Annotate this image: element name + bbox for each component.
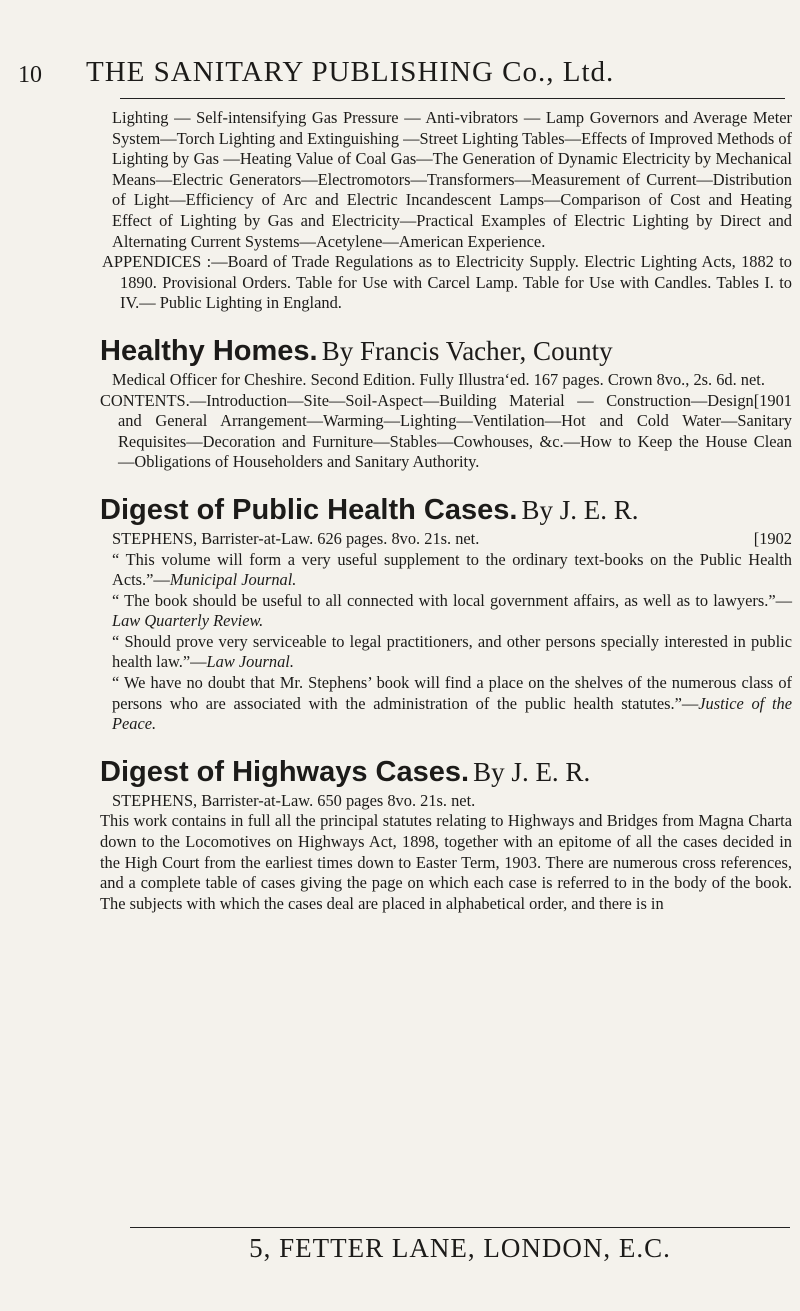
- review-quote: [112, 632, 792, 673]
- book-details: [112, 529, 792, 550]
- continued-contents: Lighting — Self-intensifying Gas Pressure — Anti-vibrators — Lamp Governors and Average Meter System—Torch Lighting and Extinguishing —Street Lighting Tables—Effects of Improved Methods of Lighting by Gas —Heating Value of Coal Gas—The Generation of Dynamic Electricity by Mechanical Means—Electric Generators—Electromotors—Transformers—Measurement of Current—Distribution of Light—Efficiency of Arc and Electric Incandescent Lamps—Comparison of Cost and Heating Effect of Lighting by Gas and Electricity—Practical Examples of Electric Lighting by Direct and Alternating Current Systems—Acetylene—American Experience.: [112, 108, 792, 251]
- quote-text: “ We have no doubt that Mr. Stephens’ book will find a place on the shelves of the numerous class of persons who are associated with the administration of the public health statutes.”—: [112, 673, 792, 713]
- page-content: [100, 108, 792, 914]
- quote-source: Justice of the Peace.: [112, 693, 792, 734]
- book-title: Digest of Public Health Cases.: [100, 493, 518, 526]
- publisher-address: 5, FETTER LANE, LONDON, E.C.: [249, 1233, 671, 1263]
- running-head: [18, 52, 788, 92]
- review-quote: [112, 550, 792, 591]
- quote-source: Municipal Journal.: [169, 570, 297, 590]
- quote-text: “ This volume will form a very useful supplement to the ordinary text-books on the Public Health Acts.”—: [112, 549, 792, 590]
- book-entry: [100, 334, 792, 473]
- review-quote: [112, 673, 792, 735]
- book-title: Healthy Homes.: [100, 334, 318, 367]
- book-author: By Francis Vacher, County: [321, 335, 613, 366]
- entry-heading: [100, 336, 792, 370]
- contents-list: CONTENTS.—Introduction—Site—Soil-Aspect—Building Material — Construction—Design and General Arrangement—Warming—Lighting—Ventilation—Hot and Cold Water—Sanitary Requisites—Decoration and Furniture—Stables—Cowhouses, &c.—How to Keep the House Clean —Obligations of Householders and Sanitary Authority.: [100, 390, 792, 472]
- details-text: STEPHENS, Barrister-at-Law. 626 pages. 8vo. 21s. net.: [112, 528, 480, 548]
- details-text: Medical Officer for Cheshire. Second Edition. Fully Illustra‘ed. 167 pages. Crown 8vo., 2s. 6d. net.: [112, 369, 765, 389]
- publication-date: [1902: [753, 528, 792, 548]
- quote-text: “ The book should be useful to all connected with local government affairs, as well as to lawyers.”—: [112, 590, 792, 610]
- quote-text: “ Should prove very serviceable to legal practitioners, and other persons specially interested in public health law.”—: [112, 631, 792, 672]
- book-entry: [100, 755, 792, 915]
- review-quote: [112, 591, 792, 632]
- page-number: 10: [18, 62, 42, 88]
- book-author: By J. E. R.: [473, 756, 591, 787]
- book-author: By J. E. R.: [521, 494, 639, 525]
- book-entry: [100, 493, 792, 735]
- book-details: STEPHENS, Barrister-at-Law. 650 pages 8vo. 21s. net.: [112, 790, 476, 810]
- footer-rule: [130, 1227, 790, 1228]
- book-title: Digest of Highways Cases.: [100, 755, 470, 788]
- entry-heading: [100, 757, 792, 791]
- appendices: APPENDICES :—Board of Trade Regulations as to Electricity Supply. Electric Lighting Acts, 1882 to 1890. Provisional Orders. Table for Use with Carcel Lamp. Table for Use with Candles. Tables I. to IV.— Public Lighting in England.: [102, 252, 792, 313]
- book-details: [112, 369, 792, 410]
- entry-heading: [100, 495, 792, 529]
- quote-source: Law Journal.: [206, 652, 294, 672]
- running-title: THE SANITARY PUBLISHING Co., Ltd.: [86, 56, 615, 88]
- publication-date: [1901: [753, 390, 792, 410]
- quote-source: Law Quarterly Review.: [112, 611, 264, 631]
- book-description: This work contains in full all the principal statutes relating to Highways and Bridges from Magna Charta down to the Locomotives on Highways Act, 1898, together with an epitome of all the cases decided in the High Court from the earliest times down to Easter Term, 1903. There are numerous cross references, and a complete table of cases giving the page on which each case is referred to in the body of the book. The subjects with which the cases deal are placed in alphabetical order, and there is in: [100, 811, 792, 913]
- header-rule: [120, 98, 785, 99]
